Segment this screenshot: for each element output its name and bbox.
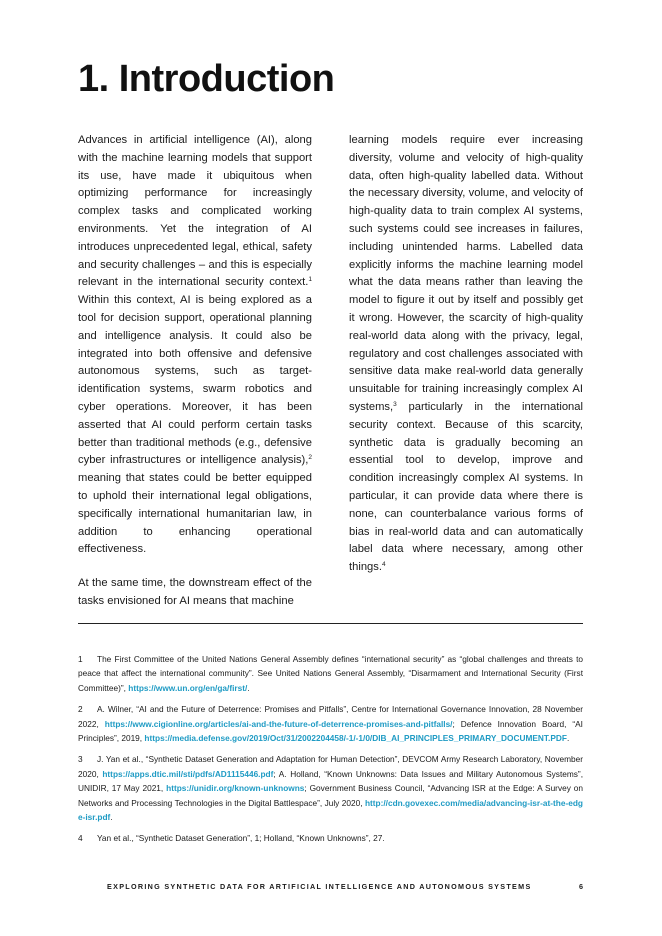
running-title: EXPLORING SYNTHETIC DATA FOR ARTIFICIAL INTELLIGENCE AND AUTONOMOUS SYSTEMS (107, 882, 532, 891)
footnote-4 (78, 831, 583, 845)
paragraph-text: Within this context, AI is being explored as a tool for decision support, operational planning and intelligence analysis. It could also be integrated into both offensive and defensive autonomous systems, such as target-identification systems, swarm robotics and cyber operations. Moreover, it has been asserted that AI could perform certain tasks better than traditional methods (e.g., defensive cyber infrastructures or intelligence analysis), (78, 294, 312, 467)
footnote-text: ; A. Holland, “Known Unknowns: Data Issues and Military Autonomous Systems”, UNIDIR, 17 May 2021, (78, 768, 583, 794)
footnote-text: ; Government Business Council, “Advancing ISR at the Edge: A Survey on Networks and Processing Technologies in the Digital Battlespace”, July 2020, (78, 783, 583, 808)
page-number: 6 (579, 882, 583, 891)
footnote-3 (78, 752, 583, 824)
footnote-punct: . (247, 682, 250, 693)
footnote-ref-2[interactable]: 2 (308, 454, 312, 462)
footnote-ref-3[interactable]: 3 (393, 400, 397, 408)
footnote-2 (78, 702, 583, 745)
footnote-text: Yan et al., “Synthetic Dataset Generation”, 1; Holland, “Known Unknowns”, 27. (97, 833, 385, 844)
footnote-link[interactable]: http://cdn.govexec.com/media/advancing-isr-at-the-edge-isr.pdf (78, 797, 583, 823)
footnote-ref-4[interactable]: 4 (381, 561, 386, 569)
paragraph-text: Advances in artificial intelligence (AI), along with the machine learning models that support its use, have made it ubiquitous when optimizing performance for increasingly complex tasks and complicated working environments. Yet the integration of AI introduces unprecedented legal, ethical, safety and security challenges – and this is especially relevant in the international security context. (78, 134, 312, 289)
footnote-number: 3 (78, 754, 83, 765)
footnote-number: 2 (78, 704, 83, 715)
footnote-link[interactable]: https://www.un.org/en/ga/first/ (128, 682, 248, 693)
paragraph-text: At the same time, the downstream effect of the tasks envisioned for AI means that machine (78, 577, 312, 607)
page-title: 1. Introduction (78, 58, 335, 100)
paragraph (349, 132, 583, 577)
paragraph-text: meaning that states could be better equipped to uphold their international legal obligations, specifically international humanitarian law, in addition to enhancing operational effectiveness. (78, 472, 312, 556)
footnote-link[interactable]: https://unidir.org/known-unknowns (166, 783, 305, 794)
paragraph-text: learning models require ever increasing diversity, volume and velocity of high-quality data, often high-quality labelled data. Without the necessary diversity, volume, and velocity of high-quality data to train complex AI systems, such systems could see increases in failures, including unintended harms. Labelled data explicitly informs the machine learning model what the data means rather than leaving the model to figure it out by itself and possibly get it wrong. However, the scarcity of high-quality real-world data along with the privacy, legal, regulatory and cost challenges associated with sensitive data make real-world data generally unsuitable for training increasingly complex AI systems, (349, 134, 583, 413)
paragraph (78, 575, 312, 611)
footnote-text: ; Defence Innovation Board, “AI Principles”, 2019, (78, 718, 583, 744)
footnote-punct: . (566, 733, 570, 744)
footnote-number: 4 (78, 833, 83, 844)
footnote-text: J. Yan et al., “Synthetic Dataset Generation and Adaptation for Human Detection”, DEVCOM Army Research Laboratory, November 2020, (78, 754, 583, 779)
footnote-divider (78, 623, 583, 624)
paragraph (78, 132, 312, 559)
footnote-punct: . (110, 812, 113, 823)
body-column-left (78, 132, 312, 627)
footnote-text: The First Committee of the United Nations General Assembly defines “international security” as “global challenges and threats to peace that affect the international community”. See United Nations General Assembly, “Disarmament and International Security (First Committee)”, (78, 654, 583, 693)
footnote-link[interactable]: https://media.defense.gov/2019/Oct/31/2002204458/-1/-1/0/DIB_AI_PRINCIPLES_PRIMARY_DOCUMENT.PDF (144, 733, 567, 744)
paragraph-text: particularly in the international security context. Because of this scarcity, synthetic data is gradually becoming an essential tool to develop, improve and condition increasingly complex AI systems. In particular, it can provide data where there is none, can counterbalance various forms of bias in real-world data and can automatically label data where necessary, among other things. (349, 400, 583, 574)
footnotes (78, 652, 583, 853)
footnote-link[interactable]: https://apps.dtic.mil/sti/pdfs/AD1115446.pdf (102, 768, 274, 779)
footnote-ref-1[interactable]: 1 (308, 276, 312, 284)
footnote-link[interactable]: https://www.cigionline.org/articles/ai-and-the-future-of-deterrence-promises-and-pitfalls/ (104, 718, 453, 729)
body-column-right (349, 132, 583, 593)
footnote-text: A. Wilner, “AI and the Future of Deterrence: Promises and Pitfalls”, Centre for International Governance Innovation, 28 November 2022, (78, 704, 583, 729)
footnote-1 (78, 652, 583, 695)
footnote-number: 1 (78, 654, 83, 664)
page-footer (107, 882, 583, 891)
